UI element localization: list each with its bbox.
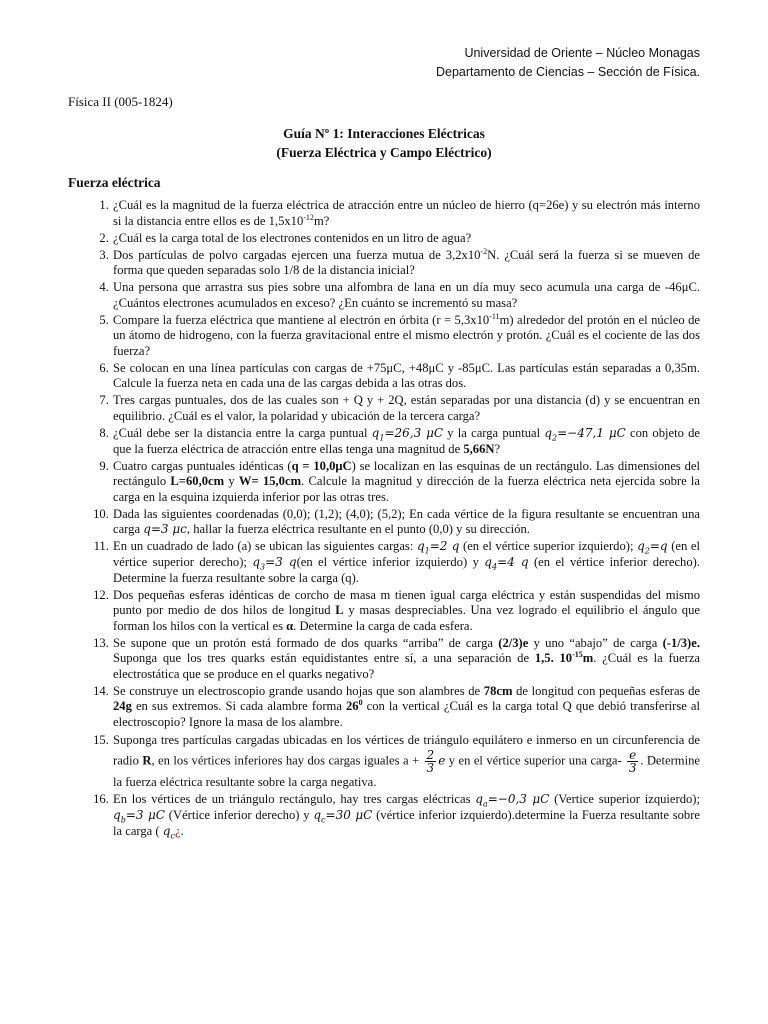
problem-9: 9. Cuatro cargas puntuales idénticas (q = 10,0μC) se localizan en las esquinas de un rectángulo. Las dimensiones del rectángulo L=60,0cm y W= 15,0cm. Calcule la magnitud y dirección de la fuerza eléctrica neta ejercida sobre la carga en la esquina izquierda inferior por las otras tres. [112, 459, 700, 506]
course-code: Física II (005-1824) [68, 94, 173, 109]
institution-header [436, 44, 700, 82]
problem-3: 3. Dos partículas de polvo cargadas ejercen una fuerza mutua de $3,2x10^{-2}N$. ¿Cuál será la fuerza si se mueven de forma que queden separadas solo 1/8 de la distancia inicial? [112, 248, 700, 279]
problem-10: 10. Dada las siguientes coordenadas (0,0); (1,2); (4,0); (5,2); En cada vértice de la figura resultante se encuentran una carga q=3 μc, hallar la fuerza eléctrica resultante en el punto (0,0) y su dirección. [112, 507, 700, 538]
section-heading: Fuerza eléctrica [68, 175, 161, 190]
university-name: Universidad de Oriente – Núcleo Monagas [464, 46, 700, 60]
guide-title-line2: (Fuerza Eléctrica y Campo Eléctrico) [276, 145, 492, 160]
guide-title-line1: Guía Nº 1: Interacciones Eléctricas [283, 126, 485, 141]
problem-5: 5. Compare la fuerza eléctrica que mantiene al electrón en órbita $(r = 5,3x10^{-11}m)$ alrededor del protón en el núcleo de un átomo de hidrogeno, con la fuerza gravitacional entre el mismo electrón y protón. ¿Cuál es el cociente de las dos fuerza? [112, 313, 700, 360]
fraction-two-thirds: $\frac{2}{3}$ [426, 748, 435, 776]
problem-6: 6. Se colocan en una línea partículas con cargas de +75μC, +48μC y -85μC. Las partículas están separadas a 0,35m. Calcule la fuerza neta en cada una de las cargas debida a las otras dos. [112, 361, 700, 392]
fraction-e-thirds: $\frac{e}{3}$ [628, 748, 637, 776]
problem-13: 13. Se supone que un protón está formado de dos quarks “arriba” de carga (2/3)e y uno “abajo” de carga (-1/3)e. Suponga que los tres quarks están equidistantes entre sí, a una separación de 1,5. $10^{-15}m$. ¿Cuál es la fuerza electrostática que se produce en el quarks negativo? [112, 636, 700, 683]
problem-2: 2. ¿Cuál es la carga total de los electrones contenidos en un litro de agua? [112, 231, 700, 247]
problem-4: 4. Una persona que arrastra sus pies sobre una alfombra de lana en un día muy seco acumula una carga de -46μC. ¿Cuántos electrones acumulados en exceso? ¿En cuánto se incrementó su masa? [112, 280, 700, 311]
problem-7: 7. Tres cargas puntuales, dos de las cuales son + Q y + 2Q, están separadas por una distancia (d) y se encuentran en equilibrio. ¿Cuál es el valor, la polaridad y ubicación de la tercera carga? [112, 393, 700, 424]
problem-12: 12. Dos pequeñas esferas idénticas de corcho de masa m tienen igual carga eléctrica y están suspendidas del mismo punto por medio de dos hilos de longitud L y masas despreciables. Una vez logrado el equilibrio el ángulo que forman los hilos con la vertical es α. Determine la carga de cada esfera. [112, 588, 700, 635]
problem-8: 8. ¿Cuál debe ser la distancia entre la carga puntual $q_1=26,3$ μC y la carga puntual $q_2=-47,1$ μC con objeto de que la fuerza eléctrica de atracción entre ellas tenga una magnitud de 5,66N? [112, 426, 700, 457]
problem-11: 11. En un cuadrado de lado (a) se ubican las siguientes cargas: $q_1=2$ q (en el vértice superior izquierdo); $q_2=q$ (en el vértice superior derecho); $q_3=3$ q(en el vértice inferior izquierdo) y $q_4=4$ q (en el vértice inferior derecho). Determine la fuerza resultante sobre la carga (q). [112, 539, 700, 586]
department-name: Departamento de Ciencias – Sección de Física. [435, 65, 700, 79]
guide-title [0, 124, 768, 162]
problem-16: 16. En los vértices de un triángulo rectángulo, hay tres cargas eléctricas $q_a=-0,3$ μC (Vertice superior izquierdo); $q_b=3$ μC (Vértice inferior derecho) y $q_c=30$ μC (vértice inferior izquierdo).determine la Fuerza resultante sobre la carga ( $q_c¿$. [112, 792, 700, 839]
problem-list [68, 198, 700, 841]
problem-1: 1. ¿Cuál es la magnitud de la fuerza eléctrica de atracción entre un núcleo de hierro (q=26e) y su electrón más interno si la distancia entre ellos es de $1,5x10^{-12}m$? [112, 198, 700, 229]
problem-15: 15. Suponga tres partículas cargadas ubicadas en los vértices de triángulo equilátero e inmerso en un circunferencia de radio R, en los vértices inferiores hay dos cargas iguales a + $\frac{2}{3}$ e y en el vértice superior una carga- $\frac{e}{3}$ . Determine la fuerza eléctrica resultante sobre la carga negativa. [112, 732, 700, 791]
problem-14: 14. Se construye un electroscopio grande usando hojas que son alambres de 78cm de longitud con pequeñas esferas de 24g en sus extremos. Si cada alambre forma $26^0$ con la vertical ¿Cuál es la carga total Q que debió transferirse al electroscopio? Ignore la masa de los alambre. [112, 684, 700, 731]
